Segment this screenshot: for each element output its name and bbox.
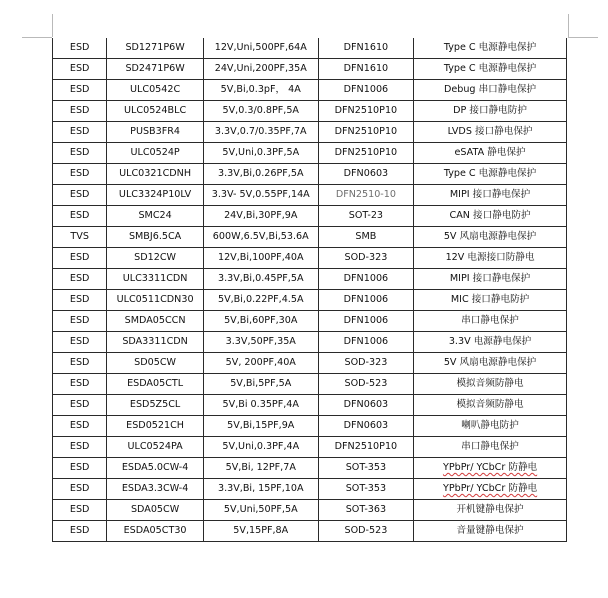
cell-application[interactable]: 3.3V 电源静电保护	[414, 332, 567, 353]
table-row	[53, 38, 567, 59]
cell-application[interactable]: YPbPr/ YCbCr 防静电	[414, 479, 567, 500]
cell-application[interactable]: MIPI 接口静电保护	[414, 269, 567, 290]
cell-package[interactable]: DFN2510P10	[318, 437, 413, 458]
cell-package[interactable]: DFN1006	[318, 332, 413, 353]
cell-application[interactable]: 开机键静电保护	[414, 500, 567, 521]
cell-part-number[interactable]: SDA3311CDN	[107, 332, 203, 353]
cell-spec[interactable]: 3.3V,Bi,0.45PF,5A	[203, 269, 318, 290]
cell-application[interactable]: CAN 接口静电防护	[414, 206, 567, 227]
table-row	[53, 416, 567, 437]
cell-part-number[interactable]: PUSB3FR4	[107, 122, 203, 143]
cell-part-number[interactable]: SMDA05CCN	[107, 311, 203, 332]
cell-type[interactable]: ESD	[53, 521, 107, 542]
cell-type[interactable]: TVS	[53, 227, 107, 248]
crop-mark-right	[568, 14, 569, 37]
cell-spec[interactable]: 5V,0.3/0.8PF,5A	[203, 101, 318, 122]
cell-type[interactable]: ESD	[53, 374, 107, 395]
cell-application[interactable]: Debug 串口静电保护	[414, 80, 567, 101]
cell-type[interactable]: ESD	[53, 395, 107, 416]
cell-type[interactable]: ESD	[53, 38, 107, 59]
cell-part-number[interactable]: ULC0524BLC	[107, 101, 203, 122]
cell-package[interactable]: DFN2510P10	[318, 122, 413, 143]
cell-package[interactable]: DFN1006	[318, 290, 413, 311]
cell-spec[interactable]: 600W,6.5V,Bi,53.6A	[203, 227, 318, 248]
cell-package[interactable]: DFN0603	[318, 395, 413, 416]
cell-type[interactable]: ESD	[53, 59, 107, 80]
cell-type[interactable]: ESD	[53, 164, 107, 185]
table-row	[53, 164, 567, 185]
parts-table	[52, 38, 567, 542]
table-row	[53, 143, 567, 164]
cell-application[interactable]: 5V 风扇电源静电保护	[414, 227, 567, 248]
cell-type[interactable]: ESD	[53, 80, 107, 101]
cell-spec[interactable]: 5V,Uni,0.3PF,5A	[203, 143, 318, 164]
cell-package[interactable]: SOD-523	[318, 374, 413, 395]
table-row	[53, 311, 567, 332]
table-row	[53, 59, 567, 80]
cell-spec[interactable]: 5V,Uni,50PF,5A	[203, 500, 318, 521]
cell-part-number[interactable]: SD2471P6W	[107, 59, 203, 80]
cell-package[interactable]: SMB	[318, 227, 413, 248]
cell-part-number[interactable]: ESDA05CT30	[107, 521, 203, 542]
cell-type[interactable]: ESD	[53, 185, 107, 206]
cell-application[interactable]: MIPI 接口静电保护	[414, 185, 567, 206]
table-row	[53, 353, 567, 374]
cell-part-number[interactable]: SMBJ6.5CA	[107, 227, 203, 248]
cell-type[interactable]: ESD	[53, 332, 107, 353]
cell-part-number[interactable]: ESDA3.3CW-4	[107, 479, 203, 500]
cell-spec[interactable]: 3.3V- 5V,0.55PF,14A	[203, 185, 318, 206]
table-row	[53, 458, 567, 479]
crop-mark-left-horizontal	[22, 37, 52, 38]
cell-application[interactable]: LVDS 接口静电保护	[414, 122, 567, 143]
cell-part-number[interactable]: SD12CW	[107, 248, 203, 269]
cell-type[interactable]: ESD	[53, 248, 107, 269]
table-row	[53, 227, 567, 248]
cell-application[interactable]: Type C 电源静电保护	[414, 59, 567, 80]
cell-part-number[interactable]: ESDA5.0CW-4	[107, 458, 203, 479]
cell-package[interactable]: SOT-363	[318, 500, 413, 521]
cell-type[interactable]: ESD	[53, 479, 107, 500]
cell-part-number[interactable]: SDA05CW	[107, 500, 203, 521]
cell-spec[interactable]: 5V,Bi,60PF,30A	[203, 311, 318, 332]
cell-type[interactable]: ESD	[53, 437, 107, 458]
table-row	[53, 521, 567, 542]
parts-table-body	[53, 38, 567, 542]
table-row	[53, 206, 567, 227]
table-row	[53, 374, 567, 395]
cell-application[interactable]: YPbPr/ YCbCr 防静电	[414, 458, 567, 479]
table-row	[53, 122, 567, 143]
cell-application[interactable]: 模拟音频防静电	[414, 374, 567, 395]
cell-type[interactable]: ESD	[53, 206, 107, 227]
cell-package[interactable]: SOD-523	[318, 521, 413, 542]
crop-mark-left	[52, 14, 53, 37]
cell-spec[interactable]: 3.3V,Bi,0.26PF,5A	[203, 164, 318, 185]
cell-spec[interactable]: 12V,Uni,500PF,64A	[203, 38, 318, 59]
cell-spec[interactable]: 12V,Bi,100PF,40A	[203, 248, 318, 269]
table-row	[53, 185, 567, 206]
table-row	[53, 290, 567, 311]
cell-application[interactable]: Type C 电源静电保护	[414, 38, 567, 59]
cell-package[interactable]: DFN1006	[318, 269, 413, 290]
cell-type[interactable]: ESD	[53, 353, 107, 374]
cell-part-number[interactable]: ESD0521CH	[107, 416, 203, 437]
cell-application[interactable]: MIC 接口静电防护	[414, 290, 567, 311]
cell-part-number[interactable]: SD05CW	[107, 353, 203, 374]
cell-application[interactable]: Type C 电源静电保护	[414, 164, 567, 185]
cell-package[interactable]: DFN0603	[318, 416, 413, 437]
cell-type[interactable]: ESD	[53, 122, 107, 143]
cell-package[interactable]: DFN2510P10	[318, 143, 413, 164]
cell-package[interactable]: SOD-323	[318, 248, 413, 269]
cell-type[interactable]: ESD	[53, 269, 107, 290]
cell-application[interactable]: 串口静电保护	[414, 311, 567, 332]
cell-package[interactable]: DFN1610	[318, 38, 413, 59]
cell-type[interactable]: ESD	[53, 311, 107, 332]
cell-type[interactable]: ESD	[53, 290, 107, 311]
cell-part-number[interactable]: SMC24	[107, 206, 203, 227]
table-row	[53, 332, 567, 353]
cell-package[interactable]: SOD-323	[318, 353, 413, 374]
table-row	[53, 101, 567, 122]
cell-part-number[interactable]: ULC0321CDNH	[107, 164, 203, 185]
cell-package[interactable]: SOT-353	[318, 458, 413, 479]
cell-type[interactable]: ESD	[53, 500, 107, 521]
cell-type[interactable]: ESD	[53, 416, 107, 437]
cell-application[interactable]: 12V 电源接口防静电	[414, 248, 567, 269]
cell-spec[interactable]: 5V,Bi, 12PF,7A	[203, 458, 318, 479]
cell-application[interactable]: 串口静电保护	[414, 437, 567, 458]
cell-application[interactable]: eSATA 静电保护	[414, 143, 567, 164]
crop-mark-right-horizontal	[568, 37, 598, 38]
table-row	[53, 395, 567, 416]
cell-application[interactable]: 喇叭静电防护	[414, 416, 567, 437]
cell-spec[interactable]: 3.3V,Bi, 15PF,10A	[203, 479, 318, 500]
cell-application[interactable]: 音量键静电保护	[414, 521, 567, 542]
cell-package[interactable]: SOT-23	[318, 206, 413, 227]
cell-part-number[interactable]: SD1271P6W	[107, 38, 203, 59]
table-row	[53, 437, 567, 458]
cell-spec[interactable]: 5V,Bi,0.22PF,4.5A	[203, 290, 318, 311]
table-row	[53, 500, 567, 521]
cell-package[interactable]: DFN1610	[318, 59, 413, 80]
cell-spec[interactable]: 5V,Bi 0.35PF,4A	[203, 395, 318, 416]
cell-spec[interactable]: 5V,Uni,0.3PF,4A	[203, 437, 318, 458]
cell-part-number[interactable]: ULC0524P	[107, 143, 203, 164]
cell-package[interactable]: DFN2510P10	[318, 101, 413, 122]
cell-part-number[interactable]: ULC3324P10LV	[107, 185, 203, 206]
cell-spec[interactable]: 5V,Bi,15PF,9A	[203, 416, 318, 437]
table-row	[53, 80, 567, 101]
cell-package[interactable]: DFN2510-10	[318, 185, 413, 206]
cell-type[interactable]: ESD	[53, 143, 107, 164]
cell-application[interactable]: 5V 风扇电源静电保护	[414, 353, 567, 374]
cell-part-number[interactable]: ESDA05CTL	[107, 374, 203, 395]
cell-spec[interactable]: 5V,Bi,5PF,5A	[203, 374, 318, 395]
cell-spec[interactable]: 5V, 200PF,40A	[203, 353, 318, 374]
cell-spec[interactable]: 5V,15PF,8A	[203, 521, 318, 542]
cell-part-number[interactable]: ULC0511CDN30	[107, 290, 203, 311]
cell-package[interactable]: DFN1006	[318, 80, 413, 101]
cell-part-number[interactable]: ULC0524PA	[107, 437, 203, 458]
cell-package[interactable]: DFN1006	[318, 311, 413, 332]
table-row	[53, 248, 567, 269]
cell-package[interactable]: DFN0603	[318, 164, 413, 185]
table-row	[53, 479, 567, 500]
cell-part-number[interactable]: ULC3311CDN	[107, 269, 203, 290]
cell-application[interactable]: DP 接口静电防护	[414, 101, 567, 122]
cell-package[interactable]: SOT-353	[318, 479, 413, 500]
cell-spec[interactable]: 24V,Bi,30PF,9A	[203, 206, 318, 227]
cell-type[interactable]: ESD	[53, 101, 107, 122]
cell-part-number[interactable]: ESD5Z5CL	[107, 395, 203, 416]
cell-application[interactable]: 模拟音频防静电	[414, 395, 567, 416]
table-row	[53, 269, 567, 290]
cell-type[interactable]: ESD	[53, 458, 107, 479]
cell-spec[interactable]: 24V,Uni,200PF,35A	[203, 59, 318, 80]
cell-spec[interactable]: 3.3V,50PF,35A	[203, 332, 318, 353]
cell-part-number[interactable]: ULC0542C	[107, 80, 203, 101]
cell-spec[interactable]: 5V,Bi,0.3pF， 4A	[203, 80, 318, 101]
cell-spec[interactable]: 3.3V,0.7/0.35PF,7A	[203, 122, 318, 143]
